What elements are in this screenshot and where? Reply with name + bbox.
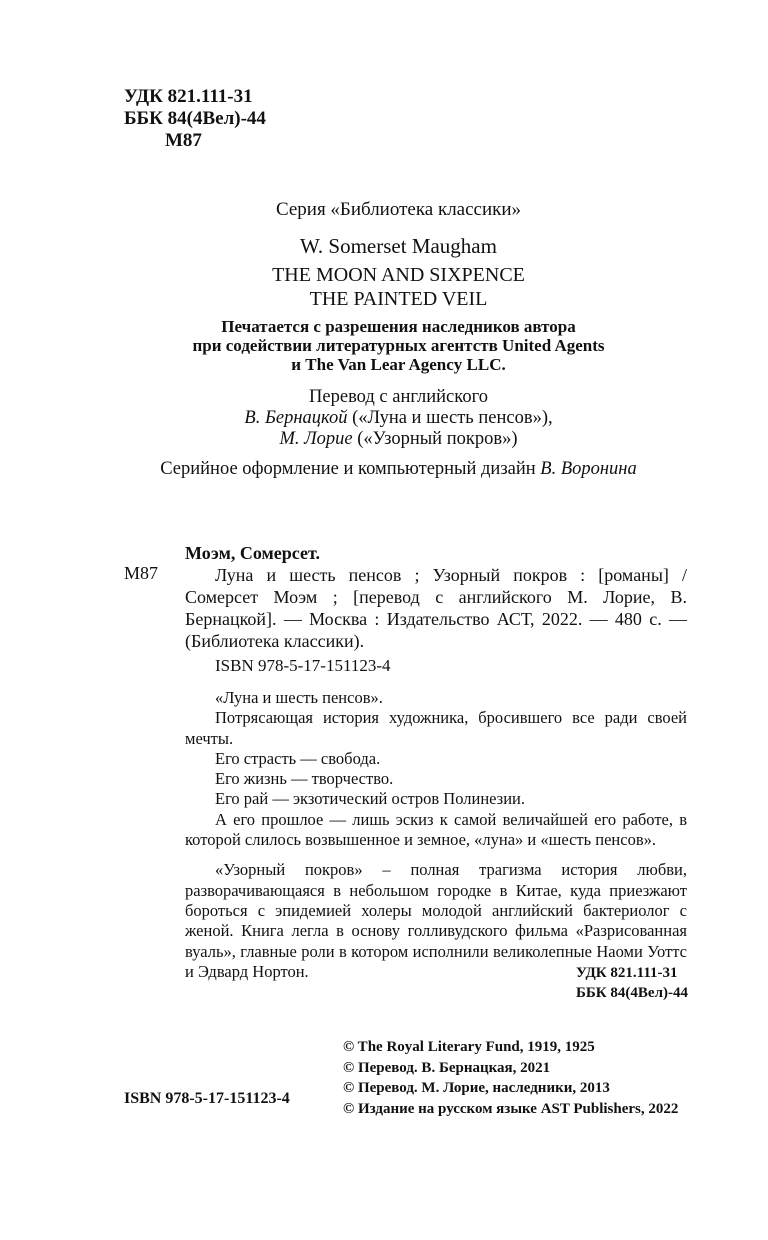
annotation-paragraph: «Луна и шесть пенсов». [215,688,383,707]
annotation-paragraph: Его жизнь — творчество. [215,769,394,789]
permission-line-3: и The Van Lear Agency LLC. [291,355,506,374]
paragraph-spacer [185,850,687,860]
copyright-line: © Издание на русском языке AST Publishers, 2022 [343,1100,679,1117]
permission-notice [0,317,768,374]
copyright-line: © Перевод. В. Бернацкая, 2021 [343,1059,551,1076]
series-title: Серия «Библиотека классики» [275,199,522,220]
translated-work-2: («Узорный покров») [352,429,518,449]
annotation-paragraph: Его рай — экзотический остров Полинезии. [215,789,525,809]
copyright-notices [343,1037,678,1119]
footer-bbk: ББК 84(4Вел)-44 [575,985,688,1001]
annotation-paragraph: Потрясающая история художника, бросившего все ради своей мечты. [185,708,687,748]
catalog-card-heading: Моэм, Сомерсет. [185,543,320,563]
footer-udk: УДК 821.111-31 [575,965,678,981]
copyright-line: © Перевод. М. Лорие, наследники, 2013 [343,1080,610,1096]
annotation [185,688,687,982]
original-author: W. Somerset Maugham [300,234,497,258]
original-title-2: THE PAINTED VEIL [309,288,488,310]
translator-1: В. Бернацкой [244,408,348,428]
footer-classification [576,963,688,1003]
udk-code: УДК 821.111-31 [124,86,253,107]
bbk-code: ББК 84(4Вел)-44 [124,108,266,129]
translator-2: М. Лорие [279,429,353,449]
design-credit-text: Серийное оформление и компьютерный дизайн [160,459,541,479]
translation-line-2 [0,408,768,429]
original-titles [0,263,768,311]
copyright-line: © The Royal Literary Fund, 1919, 1925 [343,1039,595,1055]
catalog-card-description-text: Луна и шесть пенсов ; Узорный покров : [романы] / Сомерсет Моэм ; [перевод с английского М. Лорие, В. Бернацкой]. — Москва : Издательство АСТ, 2022. — 480 с. — (Библиотека классики). [185,565,687,651]
designer-name: В. Воронина [540,459,637,479]
annotation-paragraph: «Узорный покров» – полная трагизма история любви, разворачивающаяся в небольшом городке в Китае, куда приезжают бороться с эпидемией холеры молодой английский бактериолог с женой. Книга легла в основу голливудского фильма «Разрисованная вуаль», главные роли в котором исполнили великолепные Наоми Уоттс и Эдвард Нортон. [185,860,687,981]
translation-credits [0,387,768,450]
original-title-1: THE MOON AND SIXPENCE [272,264,525,286]
permission-line-1: Печатается с разрешения наследников автора [221,317,576,336]
permission-line-2: при содействии литературных агентств United Agents [192,336,605,355]
author-sign: М87 [165,130,202,151]
classification-block [124,86,266,152]
translation-line-1: Перевод с английского [309,387,488,407]
footer-isbn: ISBN 978-5-17-151123-4 [124,1090,290,1107]
catalog-card-code: М87 [124,563,159,583]
annotation-paragraph: А его прошлое — лишь эскиз к самой величайшей его работе, в которой слилось возвышенное и земное, «луна» и «шесть пенсов». [185,809,687,850]
translation-line-3 [0,429,768,450]
catalog-card-isbn: ISBN 978-5-17-151123-4 [215,656,391,675]
design-credit [0,459,768,480]
catalog-card-description [185,564,687,652]
annotation-paragraph: Его страсть — свобода. [215,748,381,768]
translated-work-1: («Луна и шесть пенсов»), [347,408,553,428]
